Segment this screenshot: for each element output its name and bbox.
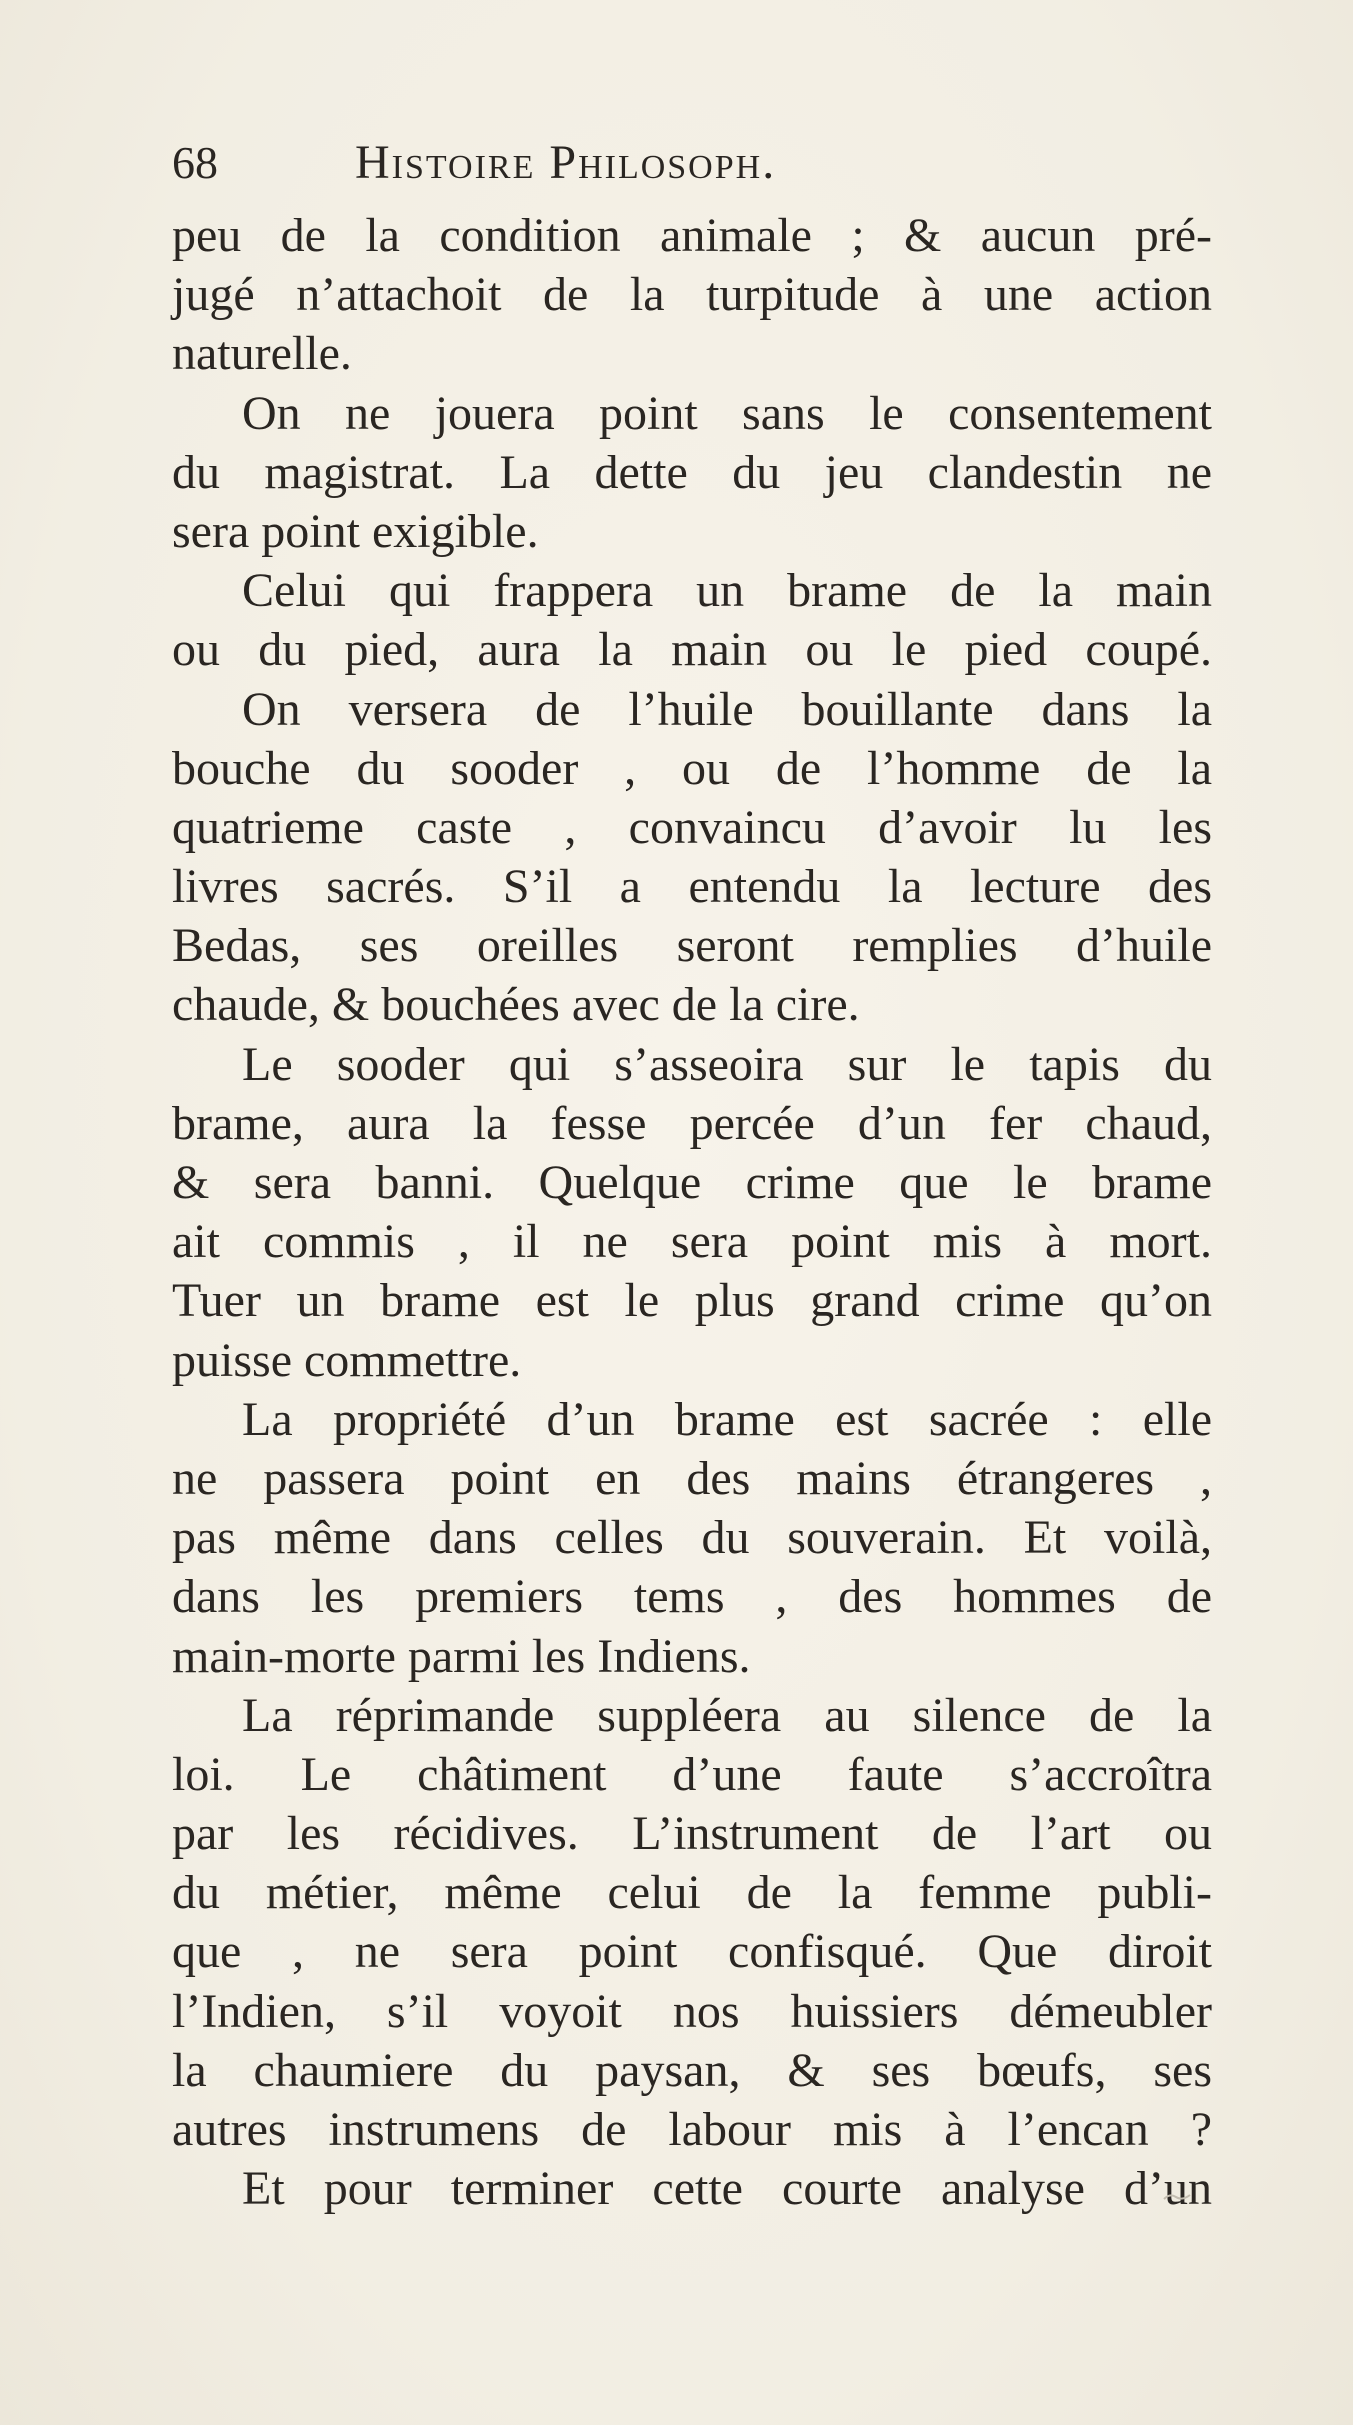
page-header [172, 128, 1192, 198]
text-line: chaude, & bouchées avec de la cire. [172, 978, 860, 1032]
text-line: du métier, même celui de la femme publi- [172, 1866, 1212, 1920]
text-line: jugé n’attachoit de la turpitude à une action [172, 268, 1212, 322]
text-line: naturelle. [172, 327, 352, 381]
text-line: bouche du sooder , ou de l’homme de la [172, 741, 1212, 795]
catchword-mark [1162, 2185, 1192, 2195]
text-line: puisse commettre. [172, 1333, 522, 1387]
text-line: & sera banni. Quelque crime que le brame [172, 1156, 1212, 1209]
text-line: brame, aura la fesse percée d’un fer chaud, [172, 1096, 1212, 1150]
text-line: Et pour terminer cette courte analyse d’un [242, 2162, 1212, 2216]
text-line: main-morte parmi les Indiens. [172, 1629, 751, 1683]
text-line: On versera de l’huile bouillante dans la [242, 682, 1212, 736]
running-head: Histoire Philosoph. [355, 136, 777, 189]
text-line: La réprimande suppléera au silence de la [242, 1688, 1212, 1742]
page-number: 68 [172, 137, 218, 188]
text-line: Le sooder qui s’asseoira sur le tapis du [242, 1037, 1212, 1091]
text-line: La propriété d’un brame est sacrée : elle [242, 1392, 1212, 1446]
text-line: Tuer un brame est le plus grand crime qu’on [172, 1274, 1212, 1328]
text-line: que , ne sera point confisqué. Que diroit [172, 1925, 1212, 1979]
text-line: par les récidives. L’instrument de l’art ou [172, 1807, 1212, 1861]
body-text [172, 206, 1212, 2218]
text-line: dans les premiers tems , des hommes de [172, 1570, 1212, 1624]
text-line: peu de la condition animale ; & aucun pré- [172, 209, 1212, 262]
text-line: On ne jouera point sans le consentement [242, 386, 1212, 440]
text-line: du magistrat. La dette du jeu clandestin ne [172, 445, 1212, 499]
text-line: ne passera point en des mains étrangeres , [172, 1451, 1212, 1505]
text-line: loi. Le châtiment d’une faute s’accroîtra [172, 1747, 1212, 1801]
text-line: autres instrumens de labour mis à l’encan ? [172, 2103, 1212, 2156]
text-line: Celui qui frappera un brame de la main [242, 564, 1212, 618]
text-line: l’Indien, s’il voyoit nos huissiers démeubler [172, 1984, 1212, 2038]
text-line: ou du pied, aura la main ou le pied coupé. [172, 623, 1212, 677]
text-line: ait commis , il ne sera point mis à mort. [172, 1215, 1212, 1269]
text-line: pas même dans celles du souverain. Et voilà, [172, 1511, 1212, 1565]
text-line: quatrieme caste , convaincu d’avoir lu les [172, 800, 1212, 854]
text-line: la chaumiere du paysan, & ses bœufs, ses [172, 2043, 1212, 2097]
text-line: sera point exigible. [172, 504, 539, 558]
text-line: livres sacrés. S’il a entendu la lecture des [172, 860, 1212, 914]
text-line: Bedas, ses oreilles seront remplies d’huile [172, 919, 1212, 973]
